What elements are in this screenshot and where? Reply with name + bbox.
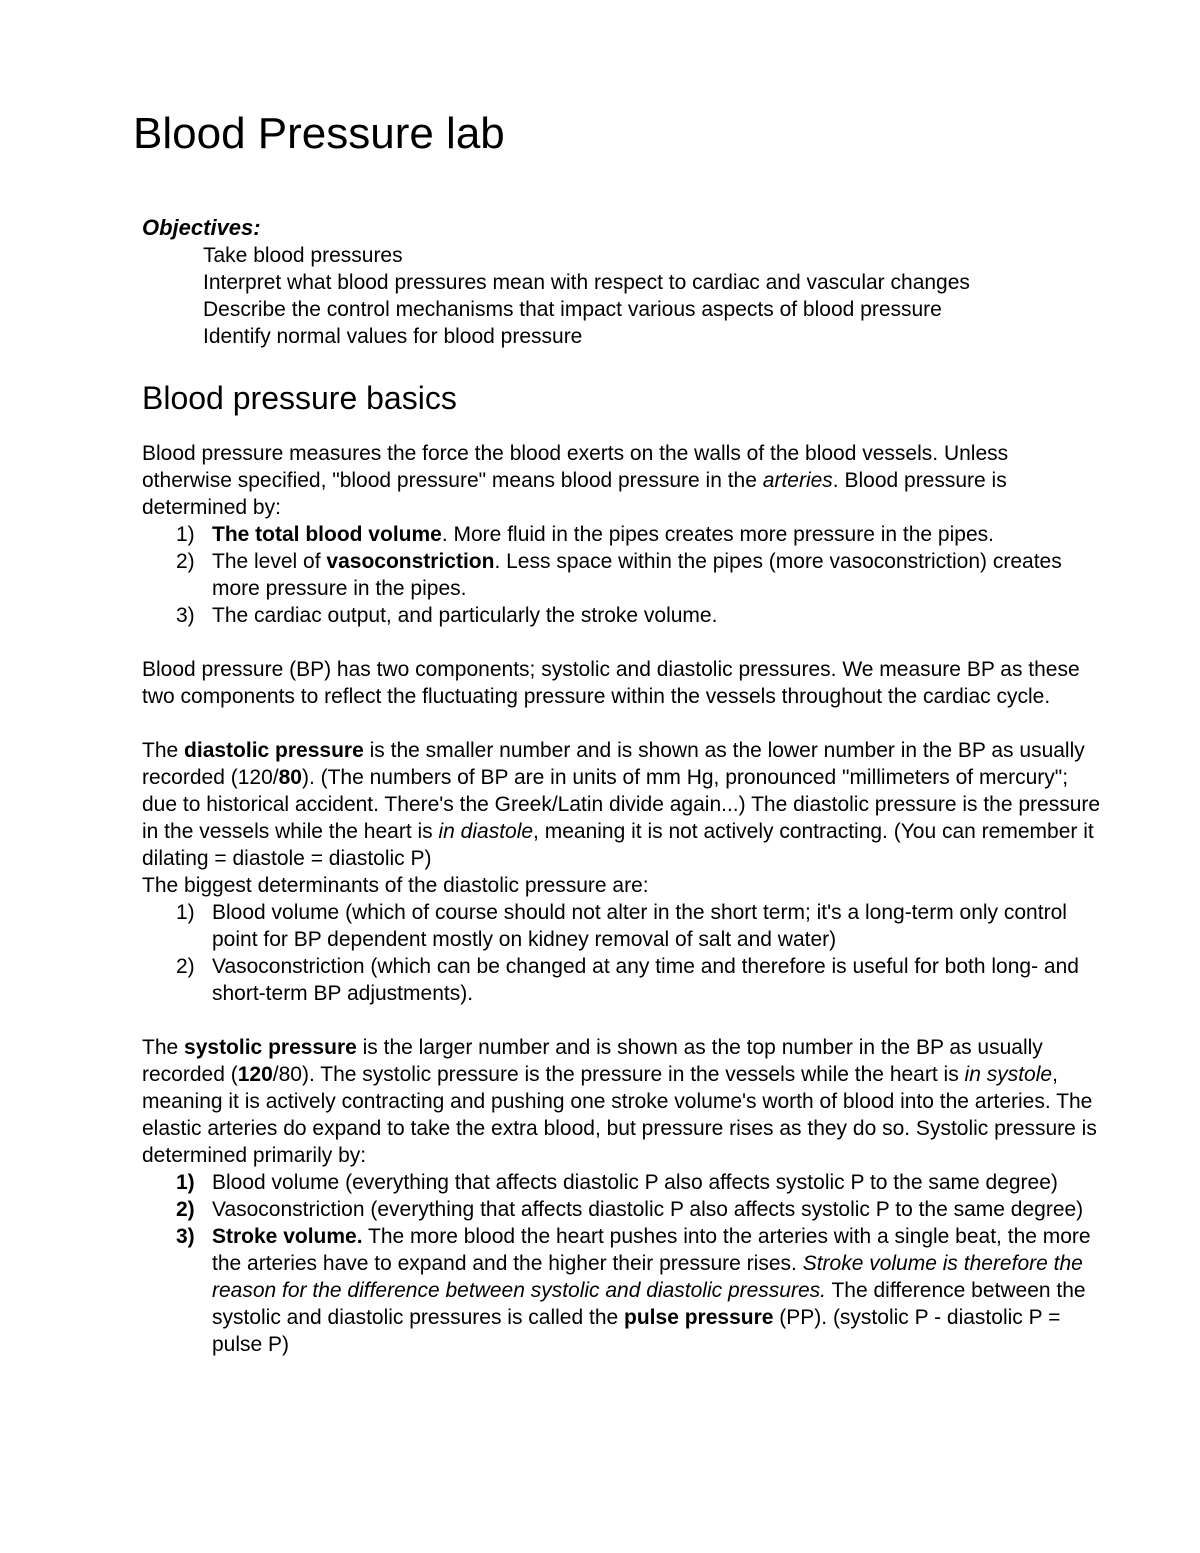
list-number: 3) bbox=[176, 1225, 195, 1248]
italic-sentence: Stroke volume is therefore the reason for the difference between systolic and diastolic pressures. bbox=[212, 1252, 1083, 1302]
intro-text-end: . Blood pressure is determined by: bbox=[142, 469, 1007, 519]
list-text: The cardiac output, and particularly the stroke volume. bbox=[212, 604, 718, 627]
list-text: . More fluid in the pipes creates more pressure in the pipes. bbox=[441, 523, 994, 546]
list-text: The level of bbox=[212, 550, 327, 573]
bold-term: Stroke volume. bbox=[212, 1225, 363, 1248]
bold-term: diastolic pressure bbox=[184, 739, 364, 762]
list-item bbox=[142, 1169, 1102, 1196]
section-heading-basics: Blood pressure basics bbox=[142, 380, 457, 416]
list-text: The difference between the systolic and diastolic pressures is called the bbox=[212, 1279, 1086, 1329]
italic-term: in systole bbox=[964, 1063, 1053, 1086]
list-number: 2) bbox=[176, 550, 195, 573]
section-body bbox=[142, 440, 1102, 1358]
list-number: 2) bbox=[176, 955, 195, 978]
intro-paragraph bbox=[142, 440, 1102, 521]
paragraph-text: ). (The numbers of BP are in units of mm Hg, pronounced "millimeters of mercury"; due to historical accident. There's the Greek/Latin divide again...) The diastolic pressure is the pressure in the vessels while the heart is bbox=[142, 766, 1101, 843]
list-text: Blood volume (which of course should not alter in the short term; it's a long-term only control point for BP dependent mostly on kidney removal of salt and water) bbox=[212, 901, 1067, 951]
list-number: 1) bbox=[176, 901, 195, 924]
list-item bbox=[142, 1196, 1102, 1223]
list-number: 3) bbox=[176, 604, 195, 627]
systolic-paragraph bbox=[142, 1034, 1102, 1169]
bold-term: vasoconstriction bbox=[326, 550, 495, 573]
list-text: Vasoconstriction (everything that affects diastolic P also affects systolic P to the same degree) bbox=[212, 1198, 1084, 1221]
objective-item: Interpret what blood pressures mean with respect to cardiac and vascular changes bbox=[203, 271, 970, 294]
objectives-heading: Objectives: bbox=[142, 215, 261, 240]
objectives-list bbox=[203, 242, 970, 350]
paragraph-text: /80). The systolic pressure is the pressure in the vessels while the heart is bbox=[272, 1063, 965, 1086]
bold-number: 80 bbox=[278, 766, 302, 789]
paragraph-text: The bbox=[142, 1036, 185, 1059]
list-text: Vasoconstriction (which can be changed at any time and therefore is useful for both long- and short-term BP adjustments). bbox=[212, 955, 1079, 1005]
list-text: . Less space within the pipes (more vasoconstriction) creates more pressure in the pipes. bbox=[212, 550, 1062, 600]
list-text: The more blood the heart pushes into the arteries with a single beat, the more the arteries have to expand and the higher their pressure rises. bbox=[212, 1225, 1091, 1275]
paragraph-text: is the smaller number and is shown as the lower number in the BP as usually recorded (120/ bbox=[142, 739, 1085, 789]
diastolic-determinants-intro: The biggest determinants of the diastolic pressure are: bbox=[142, 874, 649, 897]
diastolic-paragraph bbox=[142, 737, 1102, 872]
list-item bbox=[142, 521, 1102, 548]
paragraph-text: is the larger number and is shown as the top number in the BP as usually recorded ( bbox=[142, 1036, 1043, 1086]
list-item bbox=[142, 899, 1102, 953]
list-number: 1) bbox=[176, 523, 195, 546]
list-text: Blood volume (everything that affects diastolic P also affects systolic P to the same degree) bbox=[212, 1171, 1058, 1194]
paragraph-text: , meaning it is actively contracting and pushing one stroke volume's worth of blood into the arteries. The elastic arteries do expand to take the extra blood, but pressure rises as they do so. Systolic pressure is determined primarily by: bbox=[142, 1063, 1097, 1167]
page-title: Blood Pressure lab bbox=[133, 109, 505, 158]
objective-item: Describe the control mechanisms that impact various aspects of blood pressure bbox=[203, 298, 942, 321]
paragraph-text: , meaning it is not actively contracting. (You can remember it dilating = diastole = diastolic P) bbox=[142, 820, 1094, 870]
bold-term: pulse pressure bbox=[624, 1306, 774, 1329]
components-paragraph: Blood pressure (BP) has two components; systolic and diastolic pressures. We measure BP as these two components to reflect the fluctuating pressure within the vessels throughout the cardiac cycle. bbox=[142, 658, 1080, 708]
paragraph-text: The bbox=[142, 739, 185, 762]
objective-item: Identify normal values for blood pressure bbox=[203, 325, 583, 348]
bold-term: The total blood volume bbox=[212, 523, 442, 546]
list-item bbox=[142, 602, 1102, 629]
list-item bbox=[142, 953, 1102, 1007]
italic-term: in diastole bbox=[438, 820, 534, 843]
intro-text: Blood pressure measures the force the blood exerts on the walls of the blood vessels. Unless otherwise specified, "blood pressure" means blood pressure in the bbox=[142, 442, 1009, 492]
systolic-determinants-list bbox=[142, 1169, 1102, 1358]
list-item bbox=[142, 548, 1102, 602]
intro-italic: arteries bbox=[762, 469, 833, 492]
bold-number: 120 bbox=[237, 1063, 273, 1086]
objective-item: Take blood pressures bbox=[203, 244, 403, 267]
list-number: 1) bbox=[176, 1171, 195, 1194]
list-item bbox=[142, 1223, 1102, 1358]
list-text: (PP). (systolic P - diastolic P = pulse P) bbox=[212, 1306, 1061, 1356]
bold-term: systolic pressure bbox=[184, 1036, 357, 1059]
determinants-list bbox=[142, 521, 1102, 629]
list-number: 2) bbox=[176, 1198, 195, 1221]
diastolic-determinants-list bbox=[142, 899, 1102, 1007]
